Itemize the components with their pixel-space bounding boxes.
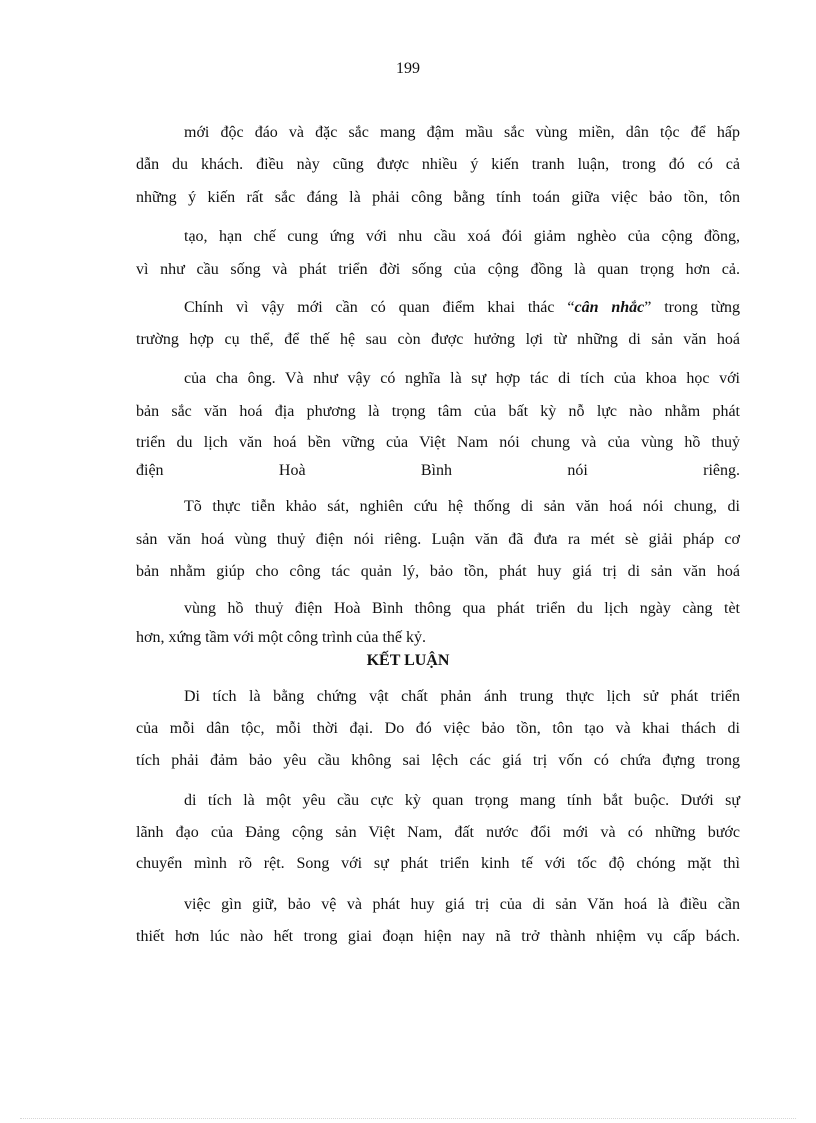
text-line bbox=[184, 298, 740, 318]
page-number: 199 bbox=[396, 60, 420, 77]
text-line: bản nhằm giúp cho công tác quản lý, bảo tồn, phát huy giá trị di sản văn hoá bbox=[136, 563, 740, 580]
text-line: những ý kiến rất sắc đáng là phải công bằng tính toán giữa việc bảo tồn, tôn bbox=[136, 189, 740, 206]
text-line: chuyển mình rõ rệt. Song với sự phát triển kinh tế với tốc độ chóng mặt thì bbox=[136, 855, 740, 872]
text-line: trường hợp cụ thể, để thế hệ sau còn được hưởng lợi từ những di sản văn hoá bbox=[136, 331, 740, 348]
text-line: bản sắc văn hoá địa phương là trọng tâm của bất kỳ nỗ lực nào nhằm phát bbox=[136, 403, 740, 420]
text-line: tạo, hạn chế cung ứng với nhu cầu xoá đói giảm nghèo của cộng đồng, bbox=[184, 228, 740, 245]
text-line: vì như cầu sống và phát triển đời sống của cộng đồng là quan trọng hơn cả. bbox=[136, 261, 740, 278]
text-line: triển du lịch văn hoá bền vững của Việt Nam nói chung và của vùng hồ thuỷ bbox=[136, 434, 740, 451]
page-bottom-border bbox=[20, 1118, 796, 1119]
text-line: điện Hoà Bình nói riêng. bbox=[136, 462, 740, 479]
text-line: của mỗi dân tộc, mỗi thời đại. Do đó việc bảo tồn, tôn tạo và khai thách di bbox=[136, 720, 740, 737]
text-segment: Chính vì vậy mới cần có quan điểm khai thác “ bbox=[184, 299, 575, 316]
text-line: tích phải đảm bảo yêu cầu không sai lệch các giá trị vốn có chứa đựng trong bbox=[136, 752, 740, 769]
text-line: thiết hơn lúc nào hết trong giai đoạn hiện nay nã trở thành nhiệm vụ cấp bách. bbox=[136, 928, 740, 945]
text-line: của cha ông. Và như vậy có nghĩa là sự hợp tác di tích của khoa học với bbox=[184, 370, 740, 387]
text-line: hơn, xứng tầm với một công trình của thế kỷ. bbox=[136, 629, 426, 646]
text-segment: ” trong từng bbox=[644, 299, 740, 316]
text-line: dẫn du khách. điều này cũng được nhiều ý kiến tranh luận, trong đó có cả bbox=[136, 156, 740, 173]
text-line: mới độc đáo và đặc sắc mang đậm mầu sắc vùng miền, dân tộc để hấp bbox=[184, 124, 740, 141]
text-line: việc gìn giữ, bảo vệ và phát huy giá trị của di sản Văn hoá là điều cần bbox=[184, 896, 740, 913]
text-line: Di tích là bằng chứng vật chất phản ánh trung thực lịch sử phát triển bbox=[184, 688, 740, 705]
text-line: di tích là một yêu cầu cực kỳ quan trọng mang tính bắt buộc. Dưới sự bbox=[184, 792, 740, 809]
text-line: vùng hồ thuỷ điện Hoà Bình thông qua phát triển du lịch ngày càng tèt bbox=[184, 600, 740, 617]
section-heading: KẾT LUẬN bbox=[366, 652, 450, 669]
text-line: lãnh đạo của Đảng cộng sản Việt Nam, đất nước đổi mới và có những bước bbox=[136, 824, 740, 841]
text-line: sản văn hoá vùng thuỷ điện nói riêng. Luận văn đã đưa ra mét sè giải pháp cơ bbox=[136, 531, 740, 548]
emphasized-term: cân nhắc bbox=[574, 299, 645, 316]
text-line: Tõ thực tiễn khảo sát, nghiên cứu hệ thống di sản văn hoá nói chung, di bbox=[184, 498, 740, 515]
